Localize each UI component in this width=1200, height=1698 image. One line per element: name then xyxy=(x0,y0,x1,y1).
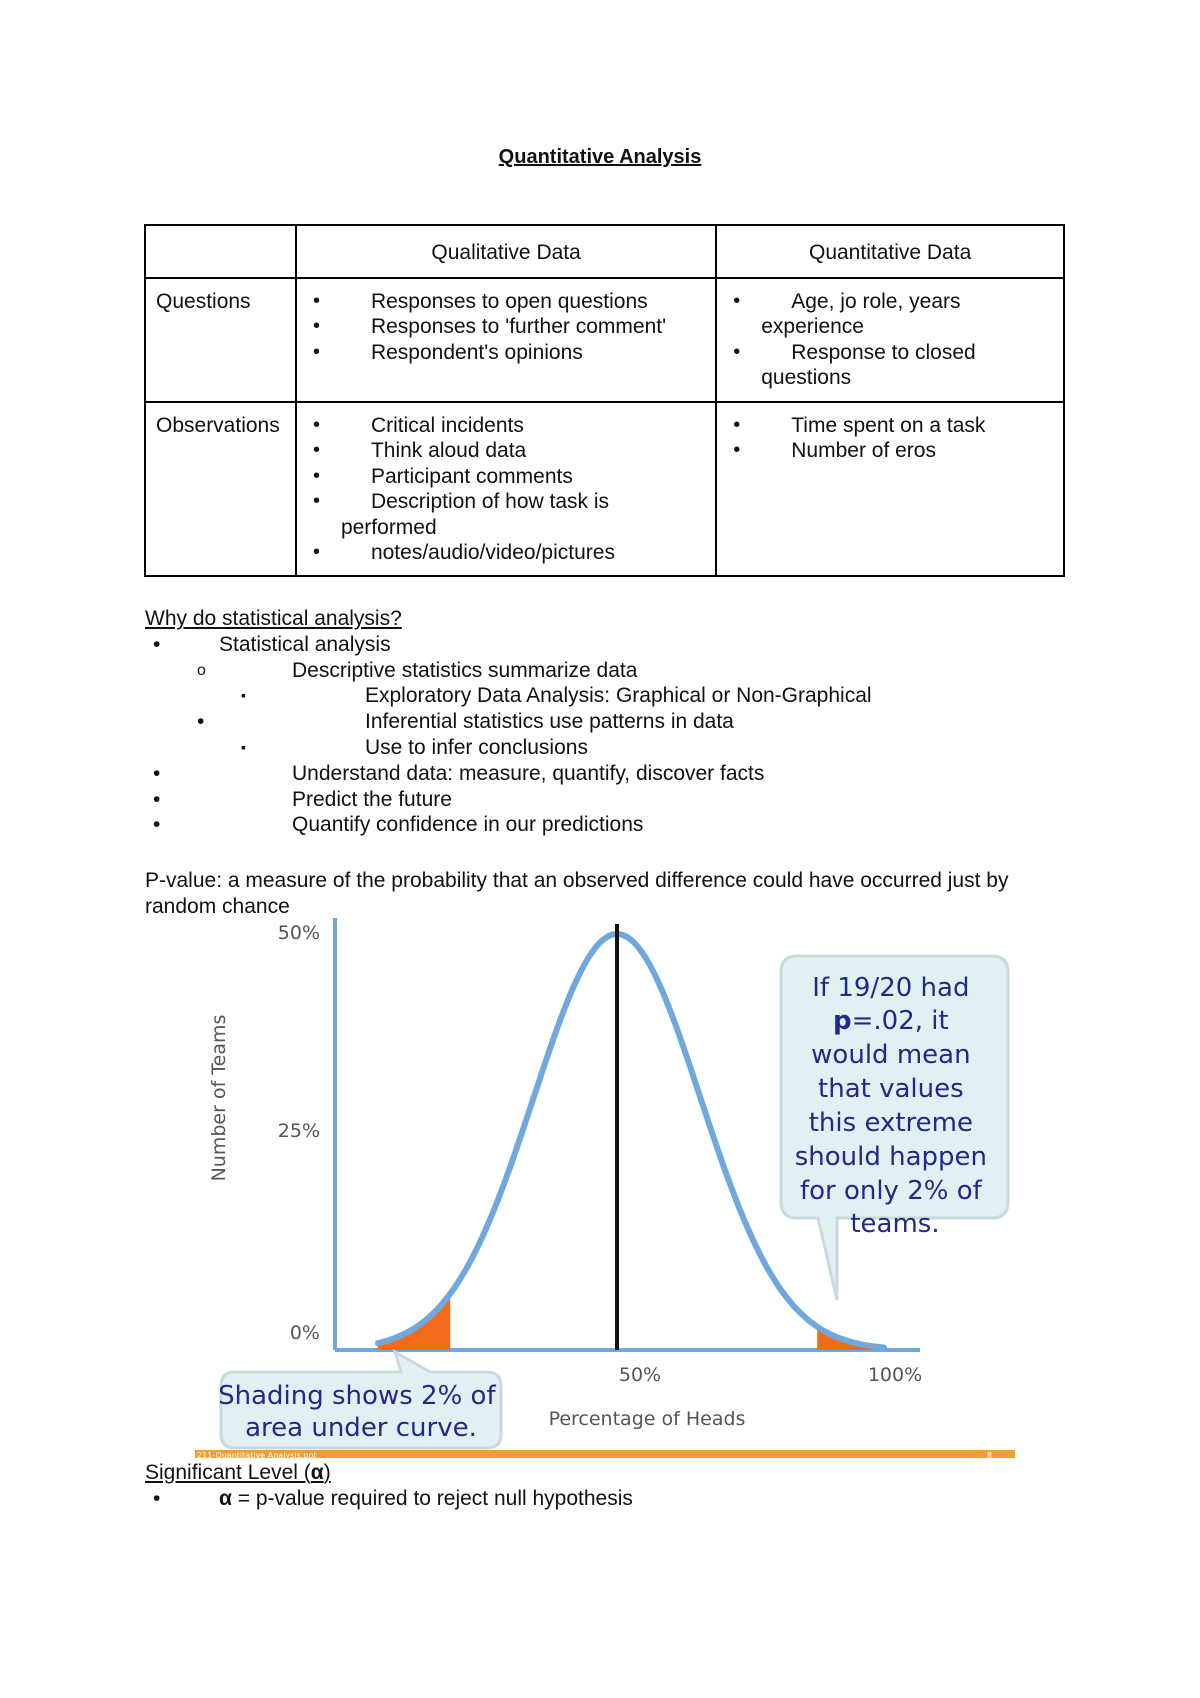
list-item: • Participant comments xyxy=(307,464,705,490)
section-heading: Significant Level (α) xyxy=(145,1461,331,1484)
quantitative-cell xyxy=(716,402,1064,576)
x-axis-label: Percentage of Heads xyxy=(548,1408,746,1430)
y-tick-label: 0% xyxy=(289,1322,320,1344)
list-item: • Statistical analysis xyxy=(153,632,391,656)
callout-right-bold: p xyxy=(833,1006,852,1036)
y-tick-label: 25% xyxy=(277,1120,320,1142)
normal-distribution-chart xyxy=(195,918,1025,1458)
row-label: Observations xyxy=(145,402,296,576)
footer-page-number: 8 xyxy=(987,1451,993,1458)
callout-left-line: Shading shows 2% of xyxy=(218,1381,496,1411)
footer-bar-text: 211-Quantitative Analysis.ppt xyxy=(197,1451,317,1458)
callout-right-line: that values xyxy=(818,1074,964,1104)
callout-right-line: for only 2% of xyxy=(799,1176,982,1206)
list-item: • Responses to open questions xyxy=(307,289,705,315)
table-row xyxy=(145,402,1064,576)
list-item: • Predict the future xyxy=(153,787,452,811)
table-row xyxy=(145,278,1064,402)
list-item: ▪ Use to infer conclusions xyxy=(241,735,588,759)
quantitative-cell xyxy=(716,278,1064,402)
bullet-icon: • xyxy=(153,761,161,785)
bullet-icon: • xyxy=(197,710,205,734)
pvalue-paragraph: P-value: a measure of the probability that an observed difference could have occurred just by random chance xyxy=(145,869,1009,918)
bullet-icon: • xyxy=(153,813,161,837)
chart-svg xyxy=(195,918,1025,1458)
list-item: • Number of eros xyxy=(727,438,1053,464)
x-tick-label: 50% xyxy=(618,1364,662,1386)
bullet-icon: o xyxy=(197,661,206,679)
list-item: • Responses to 'further comment' xyxy=(307,314,705,340)
list-item: • Think aloud data xyxy=(307,438,705,464)
section-heading: Why do statistical analysis? xyxy=(145,607,402,630)
list-item: o Descriptive statistics summarize data xyxy=(197,658,638,682)
callout-left-line: area under curve. xyxy=(245,1413,477,1443)
table-header-row xyxy=(145,225,1064,278)
callout-right-line: If 19/20 had xyxy=(812,973,970,1003)
bullet-icon: ▪ xyxy=(241,738,246,755)
y-axis-label: Number of Teams xyxy=(208,1014,230,1182)
list-item: • α = p-value required to reject null hypothesis xyxy=(153,1486,633,1510)
row-label: Questions xyxy=(145,278,296,402)
page-title: Quantitative Analysis xyxy=(498,146,702,168)
why-section xyxy=(145,606,1075,838)
bullet-icon: ▪ xyxy=(241,687,246,704)
callout-right-line: this extreme xyxy=(808,1108,973,1138)
qualitative-cell xyxy=(296,278,716,402)
callout-right-line: =.02, it xyxy=(851,1006,949,1036)
callout-right-line: should happen xyxy=(794,1142,988,1172)
table-header-cell xyxy=(145,225,296,278)
callout-right-line: would mean xyxy=(811,1040,971,1070)
list-item: • Inferential statistics use patterns in data xyxy=(197,710,734,734)
comparison-table xyxy=(144,224,1065,577)
x-tick-label: 100% xyxy=(867,1364,923,1386)
list-item: • notes/audio/video/pictures xyxy=(307,540,705,566)
bullet-icon: • xyxy=(153,787,161,811)
list-item: • Respondent's opinions xyxy=(307,340,705,366)
footer-bar xyxy=(195,1450,1015,1458)
alpha-symbol: α xyxy=(310,1461,324,1484)
significance-section xyxy=(145,1460,1075,1512)
list-item: • Response to closed questions xyxy=(727,340,1053,391)
alpha-symbol: α xyxy=(219,1486,232,1510)
callout-right-line: teams. xyxy=(850,1209,940,1239)
list-item: • Critical incidents xyxy=(307,413,705,439)
list-item: • Age, jo role, years experience xyxy=(727,289,1053,340)
bullet-icon: • xyxy=(153,1486,161,1510)
callout-left xyxy=(218,1352,504,1448)
callout-right xyxy=(781,956,1008,1300)
list-item: • Quantify confidence in our predictions xyxy=(153,813,644,837)
table-header-cell: Qualitative Data xyxy=(296,225,716,278)
list-item: • Understand data: measure, quantify, discover facts xyxy=(153,761,765,785)
bullet-icon: • xyxy=(153,632,161,656)
list-item: • Time spent on a task xyxy=(727,413,1053,439)
list-item: • Description of how task is performed xyxy=(307,489,705,540)
qualitative-cell xyxy=(296,402,716,576)
list-item: ▪ Exploratory Data Analysis: Graphical or Non-Graphical xyxy=(241,684,872,708)
table-header-cell: Quantitative Data xyxy=(716,225,1064,278)
y-tick-label: 50% xyxy=(277,922,320,944)
